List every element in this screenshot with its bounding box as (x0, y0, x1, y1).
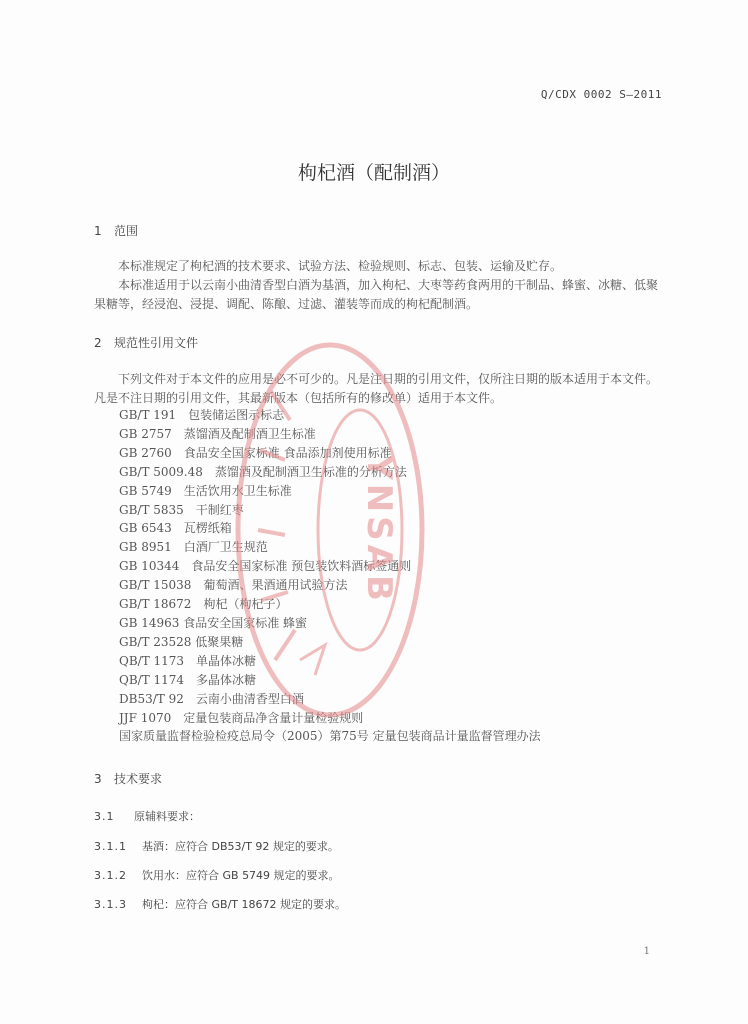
list-item: GB/T 5835 干制红枣 (119, 502, 244, 517)
section-3-heading (94, 770, 162, 787)
paragraph-text: 本标准适用于以云南小曲清香型白酒为基酒，加入枸杞、大枣等药食两用的干制品、蜂蜜、冰糖、低聚果糖等，经浸泡、浸提、调配、陈酿、过滤、灌装等而成的枸杞配制酒。 (94, 278, 659, 311)
item-text: 基酒：应符合 DB53/T 92 规定的要求。 (142, 840, 339, 853)
section-title: 范围 (114, 224, 139, 238)
standard-code: Q/CDX 0002 S—2011 (540, 88, 662, 101)
list-item: GB 8951 白酒厂卫生规范 (119, 540, 268, 555)
subsection-title: 原辅料要求： (134, 810, 200, 823)
list-item: GB 6543 瓦楞纸箱 (119, 521, 232, 536)
requirement-item (94, 867, 340, 883)
list-item: GB/T 15038 葡萄酒、果酒通用试验方法 (119, 578, 348, 593)
list-item: GB 10344 食品安全国家标准 预包装饮料酒标签通则 (119, 559, 412, 574)
list-item: QB/T 1174 多晶体冰糖 (119, 672, 257, 687)
list-item: JJF 1070 定量包装商品净含量计量检验规则 (119, 710, 364, 725)
section-number: 3 (94, 772, 102, 786)
list-item: DB53/T 92 云南小曲清香型白酒 (119, 691, 304, 706)
list-item: GB/T 23528 低聚果糖 (119, 634, 244, 649)
normative-reference-list (119, 406, 541, 746)
section-number: 2 (94, 336, 102, 350)
subsection-3-1 (94, 808, 200, 824)
section-2-heading (94, 334, 198, 351)
list-item: GB/T 5009.48 蒸馏酒及配制酒卫生标准的分析方法 (119, 464, 407, 479)
section-2-intro (94, 370, 666, 408)
list-item: GB 14963 食品安全国家标准 蜂蜜 (119, 615, 308, 630)
section-title: 规范性引用文件 (114, 336, 199, 350)
section-title: 技术要求 (114, 772, 163, 786)
item-number: 3.1.1 (94, 840, 127, 853)
item-number: 3.1.3 (94, 898, 127, 911)
subsection-number: 3.1 (94, 810, 115, 823)
item-text: 饮用水：应符合 GB 5749 规定的要求。 (142, 869, 340, 882)
svg-text:YNSAB: YNSAB (359, 455, 399, 605)
paragraph-text: 本标准规定了枸杞酒的技术要求、试验方法、检验规则、标志、包装、运输及贮存。 (118, 259, 563, 273)
section-1-paragraph-2 (94, 276, 666, 314)
list-item: GB 2760 食品安全国家标准 食品添加剂使用标准 (119, 445, 392, 460)
section-number: 1 (94, 224, 102, 238)
section-1-heading (94, 222, 138, 239)
requirement-item (94, 838, 339, 854)
list-item: GB/T 191 包装储运图示标志 (119, 408, 285, 422)
item-text: 枸杞：应符合 GB/T 18672 规定的要求。 (142, 898, 346, 911)
list-item: 国家质量监督检验检疫总局令（2005）第75号 定量包装商品计量监督管理办法 (119, 729, 541, 744)
section-1-paragraph-1 (94, 257, 666, 276)
item-number: 3.1.2 (94, 869, 127, 882)
list-item: GB 2757 蒸馏酒及配制酒卫生标准 (119, 426, 316, 441)
list-item: QB/T 1173 单晶体冰糖 (119, 653, 257, 668)
list-item: GB 5749 生活饮用水卫生标准 (119, 483, 292, 498)
page-number: 1 (643, 946, 650, 957)
requirement-item (94, 896, 346, 912)
list-item: GB/T 18672 枸杞（枸杞子） (119, 597, 288, 612)
paragraph-text: 下列文件对于本文件的应用是必不可少的。凡是注日期的引用文件，仅所注日期的版本适用于本文件。凡是不注日期的引用文件，其最新版本（包括所有的修改单）适用于本文件。 (94, 372, 659, 405)
document-title: 枸杞酒（配制酒） (297, 162, 450, 184)
